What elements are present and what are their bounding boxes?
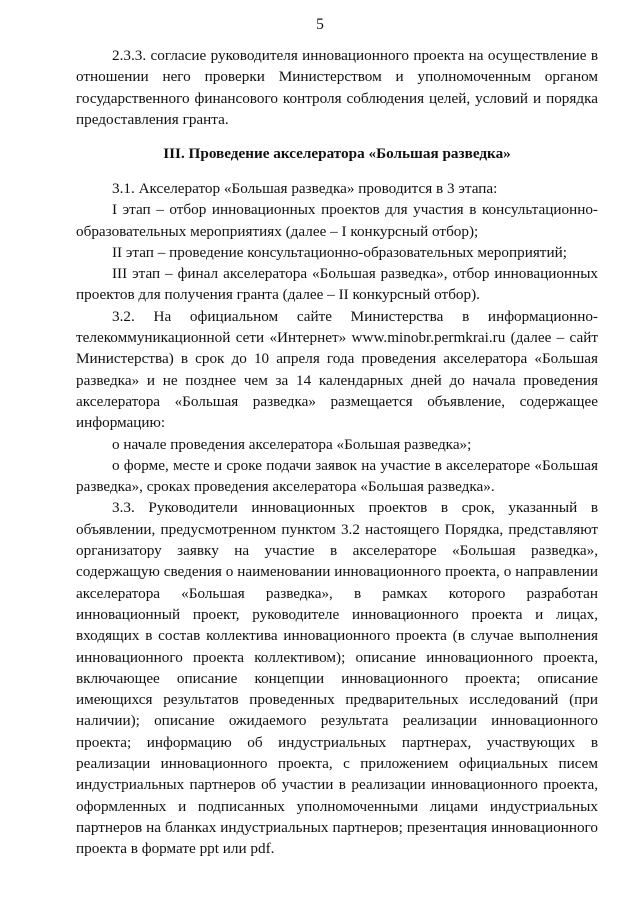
section-heading: III. Проведение акселератора «Большая разведка» [163,145,511,162]
info-item-1: о начале проведения акселератора «Большая разведка»; [112,435,472,453]
paragraph-block-main [76,178,598,860]
paragraph-3-3: 3.3. Руководители инновационных проектов в срок, указанный в объявлении, предусмотренном пунктом 3.2 настоящего Порядка, представляют организатору заявку на участие в акселераторе «Большая разведка», содержащую сведения о наименовании инновационного проекта, о направлении акселератора «Большая разведка», в рамках которого разработан инновационный проект, руководителе инновационного проекта и лицах, входящих в состав коллектива инновационного проекта (в случае выполнения инновационного проекта коллективом); описание инновационного проекта, включающее описание концепции инновационного проекта; описание имеющихся результатов проведенных предварительных исследований (при наличии); описание ожидаемого результата реализации инновационного проекта; информацию об индустриальных партнерах, участвующих в реализации инновационного проекта, с приложением официальных писем индустриальных партнеров об участии в реализации инновационного проекта, оформленных и подписанных уполномоченными лицами индустриальных партнеров на бланках индустриальных партнеров; презентация инновационного проекта в формате ppt или pdf. [76,499,598,858]
paragraph-3-2: 3.2. На официальном сайте Министерства в информационно-телекоммуникационной сети «Интернет» www.minobr.permkrai.ru (далее – сайт Министерства) в срок до 10 апреля года проведения акселератора «Большая разведка» и не позднее чем за 14 календарных дней до начала проведения акселератора «Большая разведка» размещается объявление, содержащее информацию: [76,307,598,432]
stage-3: III этап – финал акселератора «Большая разведка», отбор инновационных проектов для получения гранта (далее – II конкурсный отбор). [76,265,598,304]
stage-1: I этап – отбор инновационных проектов для участия в консультационно-образовательных мероприятиях (далее – I конкурсный отбор); [76,201,598,240]
paragraph-2-3-3: 2.3.3. согласие руководителя инновационного проекта на осуществление в отношении него проверки Министерством и уполномоченным органом государственного финансового контроля соблюдения целей, условий и порядка предоставления гранта. [76,47,598,128]
stage-2: II этап – проведение консультационно-образовательных мероприятий; [112,243,567,261]
info-item-2: о форме, месте и сроке подачи заявок на участие в акселераторе «Большая разведка», сроках проведения акселератора «Большая разведка». [76,456,598,496]
page-number: 5 [316,16,324,33]
paragraph-block-top [76,45,598,130]
paragraph-3-1: 3.1. Акселератор «Большая разведка» проводится в 3 этапа: [112,180,498,197]
